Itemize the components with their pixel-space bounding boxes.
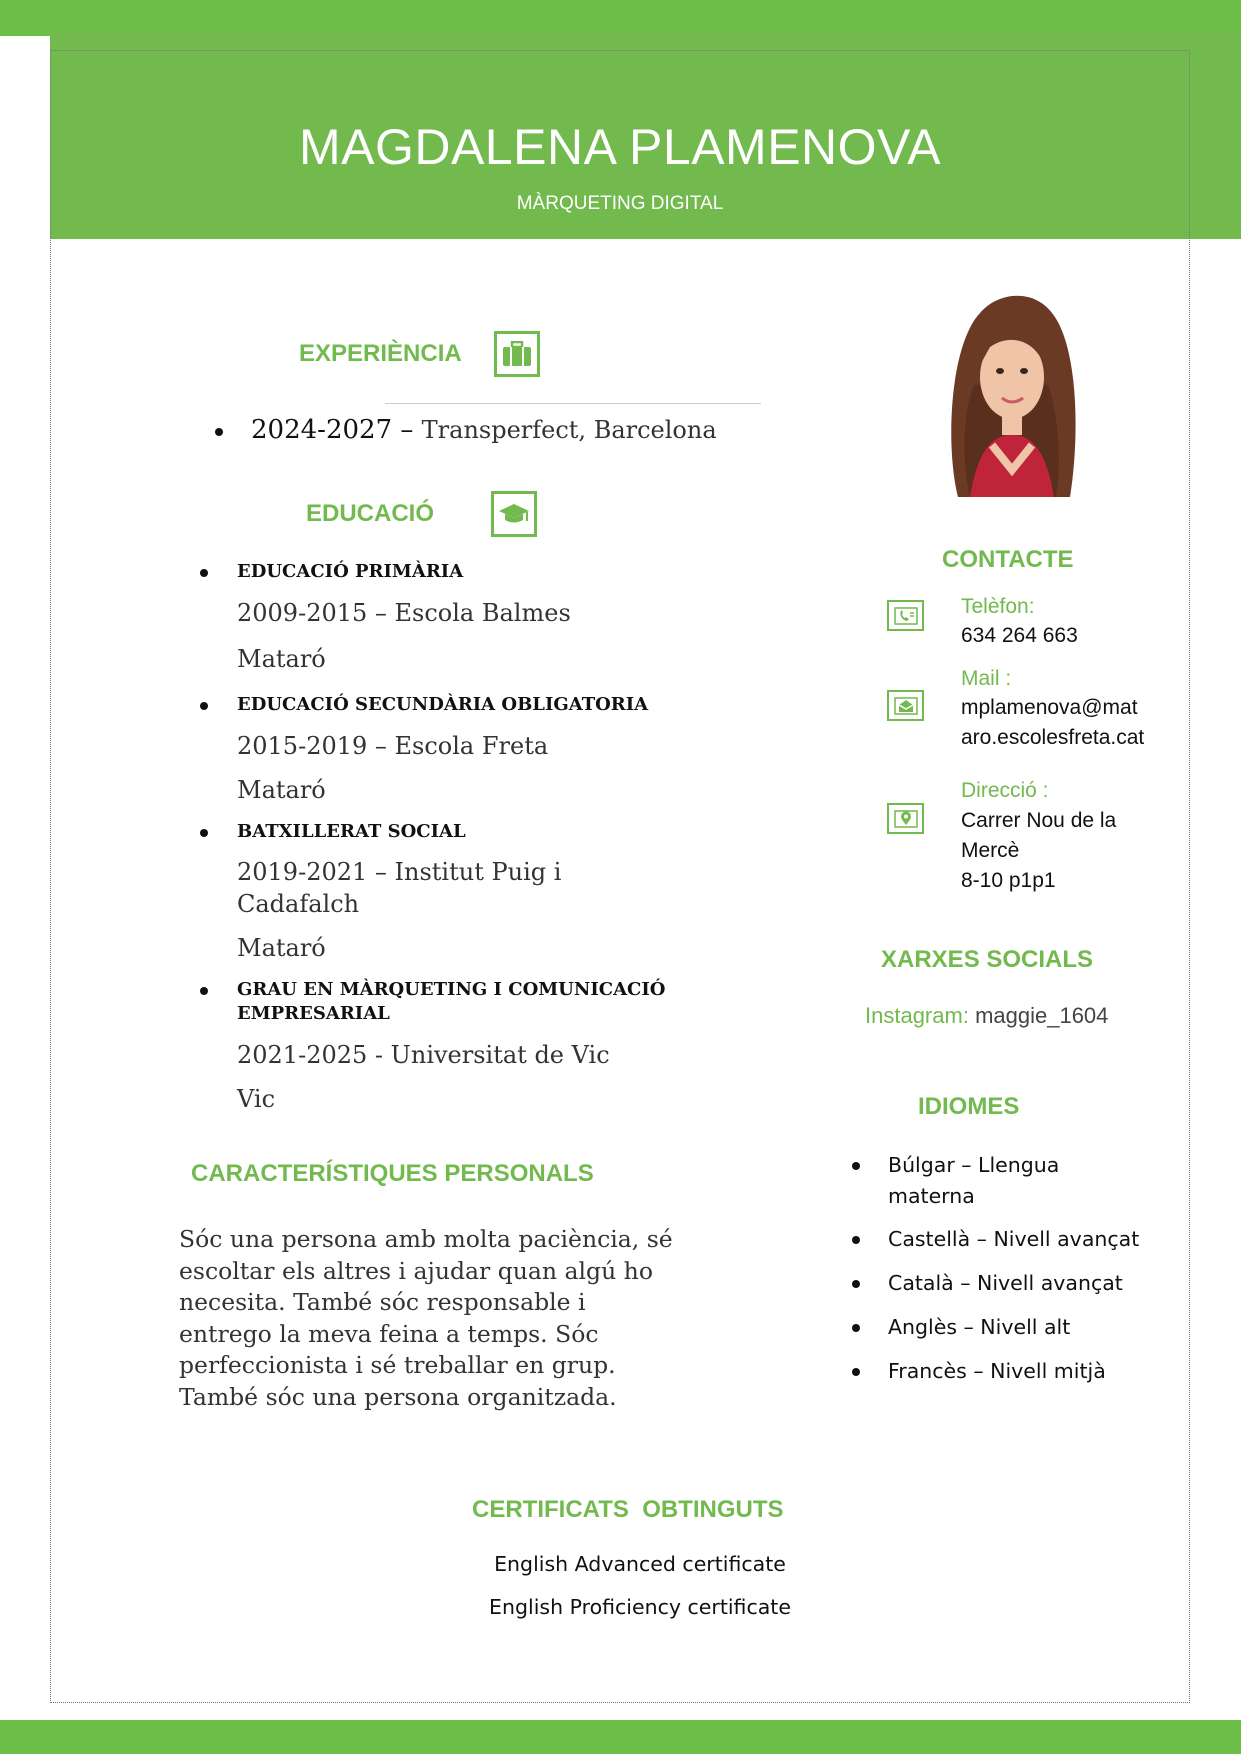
- bullet: [200, 829, 208, 837]
- experience-company: Transperfect, Barcelona: [421, 416, 717, 444]
- address-line3: 8-10 p1p1: [961, 869, 1056, 892]
- address-line2: Mercè: [961, 839, 1020, 862]
- bottom-color-band: [0, 1720, 1241, 1754]
- candidate-name: MAGDALENA PLAMENOVA: [298, 119, 942, 175]
- language-item: Anglès – Nivell alt: [888, 1315, 1071, 1339]
- personal-text: Sóc una persona amb molta paciència, sé escoltar els altres i ajudar quan algú ho necesita. També sóc responsable i entrego la meva feina a temps. Sóc perfeccionista i sé treballar en grup. També sóc una persona organitzada.: [179, 1225, 673, 1411]
- mail-label: Mail :: [961, 667, 1012, 690]
- mail-value-line2: aro.escolesfreta.cat: [961, 726, 1145, 749]
- briefcase-icon: [494, 331, 540, 377]
- experience-dash: –: [400, 415, 414, 445]
- job-title: MÀRQUETING DIGITAL: [516, 193, 724, 214]
- languages-heading: IDIOMES: [918, 1093, 1020, 1120]
- phone-value: 634 264 663: [961, 624, 1078, 647]
- language-item: Búlgar – Llengua materna: [888, 1153, 1060, 1208]
- education-heading: EDUCACIÓ: [306, 500, 435, 527]
- education-detail: 2019-2021 – Institut Puig i Cadafalch: [237, 858, 562, 918]
- certificate-item: English Advanced certificate: [494, 1552, 786, 1576]
- bullet: [852, 1368, 860, 1376]
- address-line1: Carrer Nou de la: [961, 809, 1117, 832]
- education-detail: 2021-2025 - Universitat de Vic: [237, 1041, 610, 1069]
- education-title: EDUCACIÓ PRIMÀRIA: [237, 561, 464, 582]
- education-detail: 2009-2015 – Escola Balmes: [237, 599, 571, 627]
- bullet: [852, 1324, 860, 1332]
- instagram-entry: [865, 1003, 1108, 1029]
- phone-label: Telèfon:: [961, 595, 1035, 618]
- bullet: [200, 702, 208, 710]
- education-city: Vic: [237, 1085, 276, 1113]
- language-item: Català – Nivell avançat: [888, 1271, 1123, 1295]
- education-city: Mataró: [237, 934, 326, 962]
- experience-heading: EXPERIÈNCIA: [299, 340, 462, 367]
- experience-item: [251, 415, 717, 445]
- bullet: [200, 569, 208, 577]
- contact-heading: CONTACTE: [942, 546, 1074, 573]
- mail-value-line1: mplamenova@mat: [961, 696, 1138, 719]
- language-item: Francès – Nivell mitjà: [888, 1359, 1106, 1383]
- instagram-handle: maggie_1604: [975, 1003, 1109, 1028]
- education-detail: 2015-2019 – Escola Freta: [237, 732, 549, 760]
- phone-icon: [887, 600, 924, 631]
- education-city: Mataró: [237, 645, 326, 673]
- experience-divider: [385, 403, 761, 404]
- top-color-band: [0, 0, 1241, 36]
- profile-photo: [940, 285, 1082, 497]
- certificates-heading: CERTIFICATS OBTINGUTS: [472, 1496, 784, 1523]
- bullet: [852, 1162, 860, 1170]
- instagram-label: Instagram:: [865, 1003, 969, 1028]
- bullet: [852, 1236, 860, 1244]
- language-item: Castellà – Nivell avançat: [888, 1227, 1140, 1251]
- address-label: Direcció :: [961, 779, 1049, 802]
- social-heading: XARXES SOCIALS: [881, 946, 1094, 973]
- bullet: [852, 1280, 860, 1288]
- graduation-cap-icon: [491, 491, 537, 537]
- certificate-item: English Proficiency certificate: [489, 1595, 791, 1619]
- education-city: Mataró: [237, 776, 326, 804]
- education-title: GRAU EN MÀRQUETING I COMUNICACIÓ EMPRESARIAL: [237, 979, 666, 1024]
- bullet: [215, 428, 223, 436]
- mail-icon: [887, 690, 924, 721]
- education-title: EDUCACIÓ SECUNDÀRIA OBLIGATORIA: [237, 694, 649, 715]
- bullet: [200, 987, 208, 995]
- experience-years: 2024-2027: [251, 415, 393, 445]
- location-icon: [887, 803, 924, 834]
- education-title: BATXILLERAT SOCIAL: [237, 821, 466, 842]
- personal-heading: CARACTERÍSTIQUES PERSONALS: [191, 1160, 594, 1187]
